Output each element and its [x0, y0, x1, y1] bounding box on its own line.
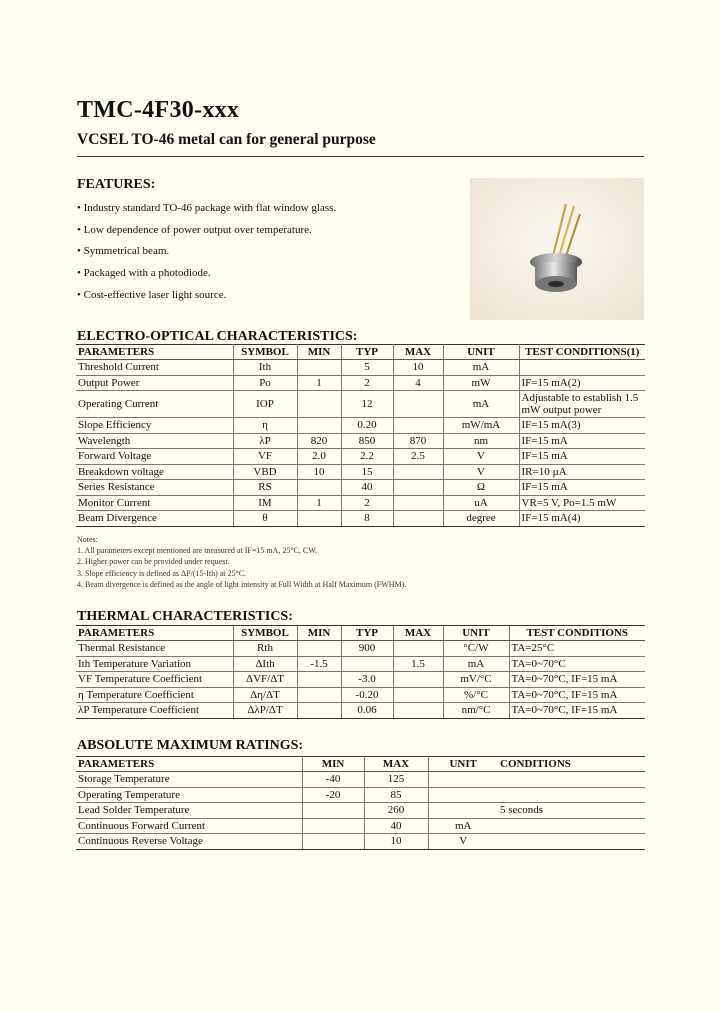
cell-symbol: VBD — [233, 464, 297, 480]
cell-symbol: Po — [233, 375, 297, 391]
cell-condition: VR=5 V, Po=1.5 mW — [519, 495, 645, 511]
product-photo — [470, 178, 644, 320]
cell-parameter: Slope Efficiency — [76, 418, 233, 434]
feature-item: • Symmetrical beam. — [77, 245, 170, 258]
column-header: UNIT — [443, 626, 509, 641]
table-row — [76, 818, 645, 834]
cell-min — [297, 687, 341, 703]
features-heading: FEATURES: — [77, 177, 156, 192]
table-row — [76, 656, 645, 672]
cell-unit: mA — [443, 656, 509, 672]
table-row — [76, 511, 645, 527]
cell-max — [393, 511, 443, 527]
table-row — [76, 834, 645, 850]
cell-parameter: Beam Divergence — [76, 511, 233, 527]
table-row — [76, 360, 645, 376]
cell-typ: 15 — [341, 464, 393, 480]
cell-unit: %/°C — [443, 687, 509, 703]
cell-min — [297, 391, 341, 418]
table-row — [76, 480, 645, 496]
cell-unit: mW/mA — [443, 418, 519, 434]
table-header-row — [76, 626, 645, 641]
cell-min — [297, 641, 341, 657]
cell-condition — [519, 360, 645, 376]
page-title: TMC-4F30-xxx — [77, 97, 240, 123]
cell-unit: V — [443, 464, 519, 480]
table-header-row — [76, 757, 645, 772]
cell-condition: IF=15 mA(3) — [519, 418, 645, 434]
column-header: TYP — [341, 626, 393, 641]
cell-max: 870 — [393, 433, 443, 449]
table-row — [76, 703, 645, 719]
cell-min: -1.5 — [297, 656, 341, 672]
cell-min — [302, 834, 364, 850]
cell-max — [393, 703, 443, 719]
cell-max — [393, 464, 443, 480]
cell-max: 1.5 — [393, 656, 443, 672]
note-line: 1. All parameters except mentioned are measured at IF=15 mA, 25°C, CW. — [77, 546, 318, 556]
cell-condition: TA=0~70°C — [509, 656, 645, 672]
cell-parameter: Continuous Forward Current — [76, 818, 302, 834]
cell-condition — [498, 787, 645, 803]
cell-parameter: Forward Voltage — [76, 449, 233, 465]
table-row — [76, 391, 645, 418]
table-row — [76, 803, 645, 819]
note-line: Notes: — [77, 535, 98, 544]
cell-unit: V — [443, 449, 519, 465]
cell-symbol: η — [233, 418, 297, 434]
cell-unit — [428, 803, 498, 819]
cell-min: 1 — [297, 375, 341, 391]
cell-condition — [498, 818, 645, 834]
cell-typ: 850 — [341, 433, 393, 449]
column-header: TEST CONDITIONS — [509, 626, 645, 641]
cell-parameter: Operating Current — [76, 391, 233, 418]
thermal-heading: THERMAL CHARACTERISTICS: — [77, 609, 293, 624]
cell-min — [297, 703, 341, 719]
cell-parameter: Thermal Resistance — [76, 641, 233, 657]
cell-unit: nm/°C — [443, 703, 509, 719]
cell-unit: mW — [443, 375, 519, 391]
column-header: TYP — [341, 345, 393, 360]
column-header: CONDITIONS — [498, 757, 645, 772]
column-header: SYMBOL — [233, 345, 297, 360]
column-header: PARAMETERS — [76, 345, 233, 360]
cell-typ — [341, 656, 393, 672]
cell-symbol: ΔλP/ΔT — [233, 703, 297, 719]
cell-min — [297, 511, 341, 527]
title-divider — [77, 156, 644, 157]
feature-item: • Low dependence of power output over temperature. — [77, 223, 312, 236]
cell-condition: IF=15 mA — [519, 449, 645, 465]
cell-min — [297, 360, 341, 376]
cell-parameter: Series Resistance — [76, 480, 233, 496]
cell-typ: -0.20 — [341, 687, 393, 703]
cell-parameter: VF Temperature Coefficient — [76, 672, 233, 688]
cell-parameter: Operating Temperature — [76, 787, 302, 803]
cell-min — [297, 480, 341, 496]
absolute-heading: ABSOLUTE MAXIMUM RATINGS: — [77, 738, 304, 753]
cell-max — [393, 672, 443, 688]
cell-min: 1 — [297, 495, 341, 511]
table-row — [76, 375, 645, 391]
cell-condition: TA=25°C — [509, 641, 645, 657]
cell-typ: 8 — [341, 511, 393, 527]
cell-unit — [428, 787, 498, 803]
cell-min: 2.0 — [297, 449, 341, 465]
cell-typ: 12 — [341, 391, 393, 418]
cell-symbol: λP — [233, 433, 297, 449]
cell-symbol: IM — [233, 495, 297, 511]
column-header: MAX — [393, 345, 443, 360]
cell-symbol: ΔIth — [233, 656, 297, 672]
column-header: UNIT — [443, 345, 519, 360]
column-header: TEST CONDITIONS(1) — [519, 345, 645, 360]
cell-symbol: Δη/ΔT — [233, 687, 297, 703]
cell-parameter: Wavelength — [76, 433, 233, 449]
cell-parameter: λP Temperature Coefficient — [76, 703, 233, 719]
table-row — [76, 687, 645, 703]
cell-symbol: Ith — [233, 360, 297, 376]
electro-optical-table — [76, 344, 645, 527]
table-row — [76, 495, 645, 511]
cell-min: -40 — [302, 772, 364, 788]
cell-condition: TA=0~70°C, IF=15 mA — [509, 703, 645, 719]
table-header-row — [76, 345, 645, 360]
cell-symbol: IOP — [233, 391, 297, 418]
cell-condition: IF=15 mA(4) — [519, 511, 645, 527]
cell-symbol: VF — [233, 449, 297, 465]
column-header: MAX — [393, 626, 443, 641]
cell-parameter: Continuous Reverse Voltage — [76, 834, 302, 850]
table-row — [76, 418, 645, 434]
cell-typ: 2 — [341, 375, 393, 391]
cell-typ: 0.06 — [341, 703, 393, 719]
cell-max — [393, 495, 443, 511]
cell-condition: 5 seconds — [498, 803, 645, 819]
cell-max: 2.5 — [393, 449, 443, 465]
cell-max — [393, 391, 443, 418]
column-header: MAX — [364, 757, 428, 772]
cell-condition: IF=15 mA(2) — [519, 375, 645, 391]
cell-parameter: Breakdown voltage — [76, 464, 233, 480]
electro-heading: ELECTRO-OPTICAL CHARACTERISTICS: — [77, 329, 358, 344]
cell-max — [393, 480, 443, 496]
cell-unit: mA — [443, 391, 519, 418]
cell-condition — [498, 834, 645, 850]
cell-symbol: ΔVF/ΔT — [233, 672, 297, 688]
cell-max: 40 — [364, 818, 428, 834]
cell-symbol: Rth — [233, 641, 297, 657]
cell-condition: TA=0~70°C, IF=15 mA — [509, 687, 645, 703]
electro-notes — [77, 534, 406, 590]
note-line: 2. Higher power can be provided under request. — [77, 557, 230, 567]
column-header: UNIT — [428, 757, 498, 772]
cell-parameter: Monitor Current — [76, 495, 233, 511]
cell-parameter: Ith Temperature Variation — [76, 656, 233, 672]
cell-typ: 2.2 — [341, 449, 393, 465]
cell-min — [297, 672, 341, 688]
cell-typ: 5 — [341, 360, 393, 376]
cell-max: 260 — [364, 803, 428, 819]
thermal-table — [76, 625, 645, 719]
cell-parameter: Output Power — [76, 375, 233, 391]
cell-min — [297, 418, 341, 434]
cell-typ: 0.20 — [341, 418, 393, 434]
feature-item: • Cost-effective laser light source. — [77, 288, 227, 301]
note-line: 3. Slope efficiency is defined as ΔP/(15-Ith) at 25°C. — [77, 568, 247, 578]
cell-typ: 40 — [341, 480, 393, 496]
absolute-max-table — [76, 756, 645, 850]
cell-max: 125 — [364, 772, 428, 788]
column-header: MIN — [302, 757, 364, 772]
cell-typ: 900 — [341, 641, 393, 657]
column-header: PARAMETERS — [76, 626, 233, 641]
cell-max: 10 — [393, 360, 443, 376]
cell-unit: °C/W — [443, 641, 509, 657]
cell-typ: 2 — [341, 495, 393, 511]
cell-max: 85 — [364, 787, 428, 803]
cell-unit: Ω — [443, 480, 519, 496]
cell-unit: mA — [428, 818, 498, 834]
cell-condition — [498, 772, 645, 788]
cell-typ: -3.0 — [341, 672, 393, 688]
cell-unit: nm — [443, 433, 519, 449]
cell-unit: mV/°C — [443, 672, 509, 688]
cell-max — [393, 418, 443, 434]
feature-item: • Packaged with a photodiode. — [77, 267, 211, 280]
cell-parameter: Lead Solder Temperature — [76, 803, 302, 819]
cell-unit: degree — [443, 511, 519, 527]
table-row — [76, 433, 645, 449]
feature-item: • Industry standard TO-46 package with flat window glass. — [77, 202, 337, 214]
column-header: PARAMETERS — [76, 757, 302, 772]
cell-max — [393, 641, 443, 657]
table-row — [76, 449, 645, 465]
cell-symbol: RS — [233, 480, 297, 496]
features-list — [77, 201, 336, 309]
table-row — [76, 672, 645, 688]
column-header: SYMBOL — [233, 626, 297, 641]
cell-max: 4 — [393, 375, 443, 391]
cell-unit: mA — [443, 360, 519, 376]
table-row — [76, 641, 645, 657]
cell-min: 10 — [297, 464, 341, 480]
cell-max: 10 — [364, 834, 428, 850]
table-row — [76, 772, 645, 788]
cell-condition: IF=15 mA — [519, 480, 645, 496]
cell-unit: V — [428, 834, 498, 850]
page-subtitle: VCSEL TO-46 metal can for general purpose — [77, 131, 376, 148]
cell-condition: IF=15 mA — [519, 433, 645, 449]
note-line: 4. Beam divergence is defined as the angle of light intensity at Full Width at Half Maximum (FWHM). — [77, 579, 407, 589]
cell-condition: TA=0~70°C, IF=15 mA — [509, 672, 645, 688]
column-header: MIN — [297, 345, 341, 360]
cell-min: -20 — [302, 787, 364, 803]
table-row — [76, 787, 645, 803]
cell-unit — [428, 772, 498, 788]
cell-condition: IR=10 µA — [519, 464, 645, 480]
cell-min — [302, 818, 364, 834]
cell-max — [393, 687, 443, 703]
table-row — [76, 464, 645, 480]
cell-min — [302, 803, 364, 819]
cell-parameter: η Temperature Coefficient — [76, 687, 233, 703]
cell-symbol: θ — [233, 511, 297, 527]
cell-parameter: Threshold Current — [76, 360, 233, 376]
cell-condition: Adjustable to establish 1.5 mW output power — [519, 391, 645, 418]
column-header: MIN — [297, 626, 341, 641]
cell-min: 820 — [297, 433, 341, 449]
cell-unit: uA — [443, 495, 519, 511]
cell-parameter: Storage Temperature — [76, 772, 302, 788]
